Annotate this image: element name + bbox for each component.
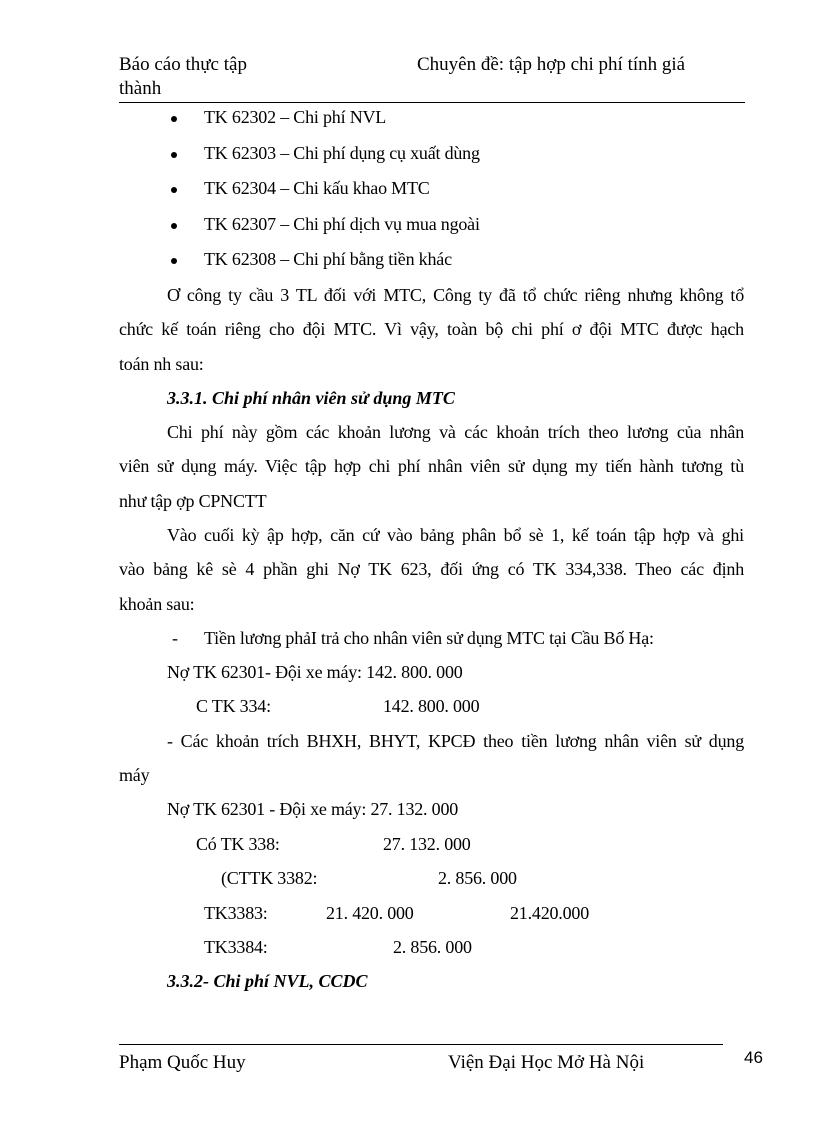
dash-item-text: Tiền lương phảI trả cho nhân viên sử dụng MTC tại Cầu Bố Hạ: (204, 628, 654, 648)
footer-institute: Viện Đại Học Mở Hà Nội (448, 1052, 645, 1073)
footer-rule (119, 1044, 723, 1045)
paragraph-1-line-3: toán nh sau: (119, 354, 204, 374)
page-number: 46 (744, 1048, 763, 1067)
bullet-text: TK 62303 – Chi phí dụng cụ xuất dùng (204, 143, 480, 163)
entry-2-sub1-value: 2. 856. 000 (438, 868, 517, 888)
entry-2-sub2-value: 21. 420. 000 (326, 903, 414, 923)
bullet-dot-icon (171, 258, 177, 264)
entry-2-sub2-label: TK3383: (204, 903, 268, 923)
bullet-dot-icon (171, 187, 177, 193)
section-heading-332: 3.3.2- Chi phí NVL, CCDC (167, 971, 368, 991)
paragraph-4-line-2: máy (119, 765, 150, 785)
bullet-dot-icon (171, 152, 177, 158)
bullet-text: TK 62307 – Chi phí dịch vụ mua ngoài (204, 214, 480, 234)
paragraph-4-line-1: - Các khoản trích BHXH, BHYT, KPCĐ theo tiền lương nhân viên sử dụng (167, 731, 744, 751)
bullet-text: TK 62302 – Chi phí NVL (204, 107, 387, 127)
paragraph-2-line-2: viên sử dụng máy. Việc tập hợp chi phí nhân viên sử dụng my tiến hành tương tù (119, 456, 744, 476)
paragraph-2-line-1: Chi phí này gồm các khoản lương và các khoản trích theo lương của nhân (167, 422, 744, 442)
entry-2-credit-value: 27. 132. 000 (383, 834, 471, 854)
paragraph-3-line-1: Vào cuối kỳ ập hợp, căn cứ vào bảng phân bổ sè 1, kế toán tập hợp và ghi (167, 525, 744, 545)
header-right: Chuyên đề: tập hợp chi phí tính giá (417, 54, 686, 75)
header-left-line1: Báo cáo thực tập (119, 54, 247, 75)
entry-2-debit: Nợ TK 62301 - Đội xe máy: 27. 132. 000 (167, 799, 459, 819)
paragraph-1-line-2: chức kế toán riêng cho đội MTC. Vì vậy, toàn bộ chi phí ơ đội MTC được hạch (119, 319, 744, 339)
entry-2-sub2-value-b: 21.420.000 (510, 903, 590, 923)
entry-2-credit-label: Có TK 338: (196, 834, 280, 854)
bullet-dot-icon (171, 116, 177, 122)
paragraph-3-line-3: khoản sau: (119, 594, 195, 614)
bullet-text: TK 62304 – Chi kấu khao MTC (204, 178, 430, 198)
entry-2-sub1-label: (CTTK 3382: (221, 868, 318, 888)
paragraph-3-line-2: vào bảng kê sè 4 phần ghi Nợ TK 623, đối ứng có TK 334,338. Theo các định (119, 559, 744, 579)
entry-2-sub3-value: 2. 856. 000 (393, 937, 472, 957)
entry-1-credit-value: 142. 800. 000 (383, 696, 480, 716)
paragraph-1-line-1: Ơ công ty cầu 3 TL đối với MTC, Công ty đã tổ chức riêng nhưng không tổ (167, 285, 744, 305)
paragraph-2-line-3: như tập ợp CPNCTT (119, 491, 267, 511)
section-heading-331: 3.3.1. Chi phí nhân viên sử dụng MTC (167, 388, 455, 408)
entry-1-credit-label: C TK 334: (196, 696, 271, 716)
dash-marker: - (172, 628, 178, 648)
bullet-dot-icon (171, 223, 177, 229)
footer-author: Phạm Quốc Huy (119, 1052, 246, 1073)
entry-2-sub3-label: TK3384: (204, 937, 268, 957)
entry-1-debit: Nợ TK 62301- Đội xe máy: 142. 800. 000 (167, 662, 463, 682)
header-left-line2: thành (119, 78, 162, 99)
bullet-text: TK 62308 – Chi phí bằng tiền khác (204, 249, 452, 269)
header-rule (119, 102, 745, 103)
